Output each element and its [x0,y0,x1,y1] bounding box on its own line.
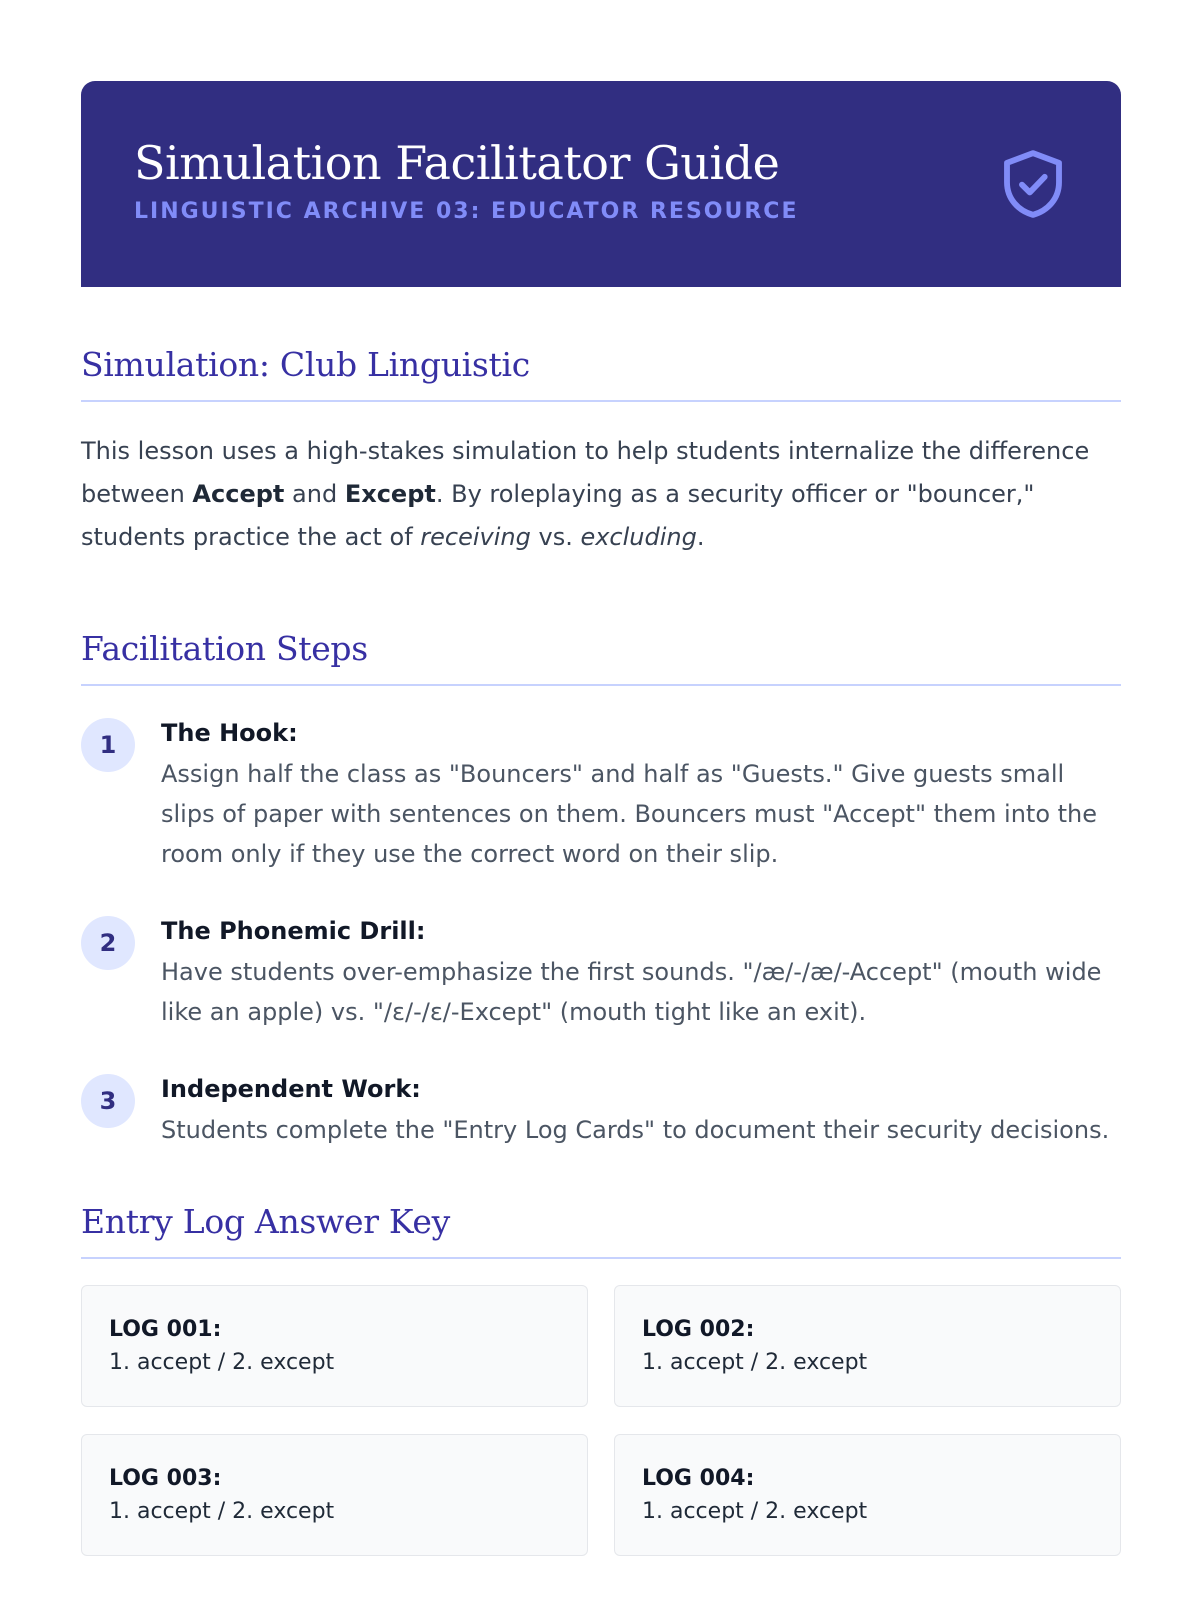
page-title: Simulation Facilitator Guide [134,136,780,190]
page-subtitle: LINGUISTIC ARCHIVE 03: EDUCATOR RESOURCE [134,199,799,224]
intro-text-1: This lesson uses a high-stakes simulation to help students internalize the difference between [81,437,1090,508]
step-body: Students complete the "Entry Log Cards" to document their security decisions. [161,1116,1110,1144]
header-banner [81,81,1121,287]
intro-italic-excluding: excluding [580,523,697,551]
log-card [614,1285,1121,1407]
step-title: The Hook: [161,719,298,747]
step-body: Assign half the class as "Bouncers" and half as "Guests." Give guests small slips of paper with sentences on them. Bouncers must "Accept" them into the room only if they use the correct word on their slip. [161,760,1098,868]
section-title-answer-key: Entry Log Answer Key [81,1202,1121,1259]
step-body: Have students over-emphasize the first sounds. "/æ/-/æ/-Accept" (mouth wide like an apple) vs. "/ɛ/-/ɛ/-Except" (mouth tight like an exit). [161,958,1102,1026]
log-card-title: LOG 003: [109,1466,222,1491]
step-item [81,716,1121,874]
intro-paragraph [81,430,1121,559]
intro-bold-accept: Accept [192,480,285,508]
log-card [614,1434,1121,1556]
intro-bold-except: Except [344,480,436,508]
shield-check-icon [994,145,1072,223]
section-title-simulation: Simulation: Club Linguistic [81,345,1121,402]
log-card [81,1285,588,1407]
log-card-answer: 1. accept / 2. except [109,1350,335,1375]
log-card-answer: 1. accept / 2. except [642,1350,868,1375]
step-title: Independent Work: [161,1075,421,1103]
intro-italic-receiving: receiving [420,523,531,551]
log-card-title: LOG 002: [642,1317,755,1342]
log-card-answer: 1. accept / 2. except [642,1499,868,1524]
section-title-steps: Facilitation Steps [81,629,1121,686]
steps-list [81,716,1121,1150]
step-title: The Phonemic Drill: [161,917,426,945]
log-card-title: LOG 001: [109,1317,222,1342]
step-number-badge: 1 [81,718,135,772]
log-card-answer: 1. accept / 2. except [109,1499,335,1524]
step-number-badge: 3 [81,1074,135,1128]
step-item [81,914,1121,1032]
intro-text-2: and [284,480,345,508]
answer-key-grid [81,1285,1121,1556]
intro-text-5: . [696,523,705,551]
intro-text-4: vs. [530,523,581,551]
log-card-title: LOG 004: [642,1466,755,1491]
step-item [81,1072,1121,1150]
step-number-badge: 2 [81,916,135,970]
log-card [81,1434,588,1556]
document-page [81,81,1121,1556]
intro-text-3: . By roleplaying as a security officer or "bouncer," students practice the act of [81,480,1035,551]
